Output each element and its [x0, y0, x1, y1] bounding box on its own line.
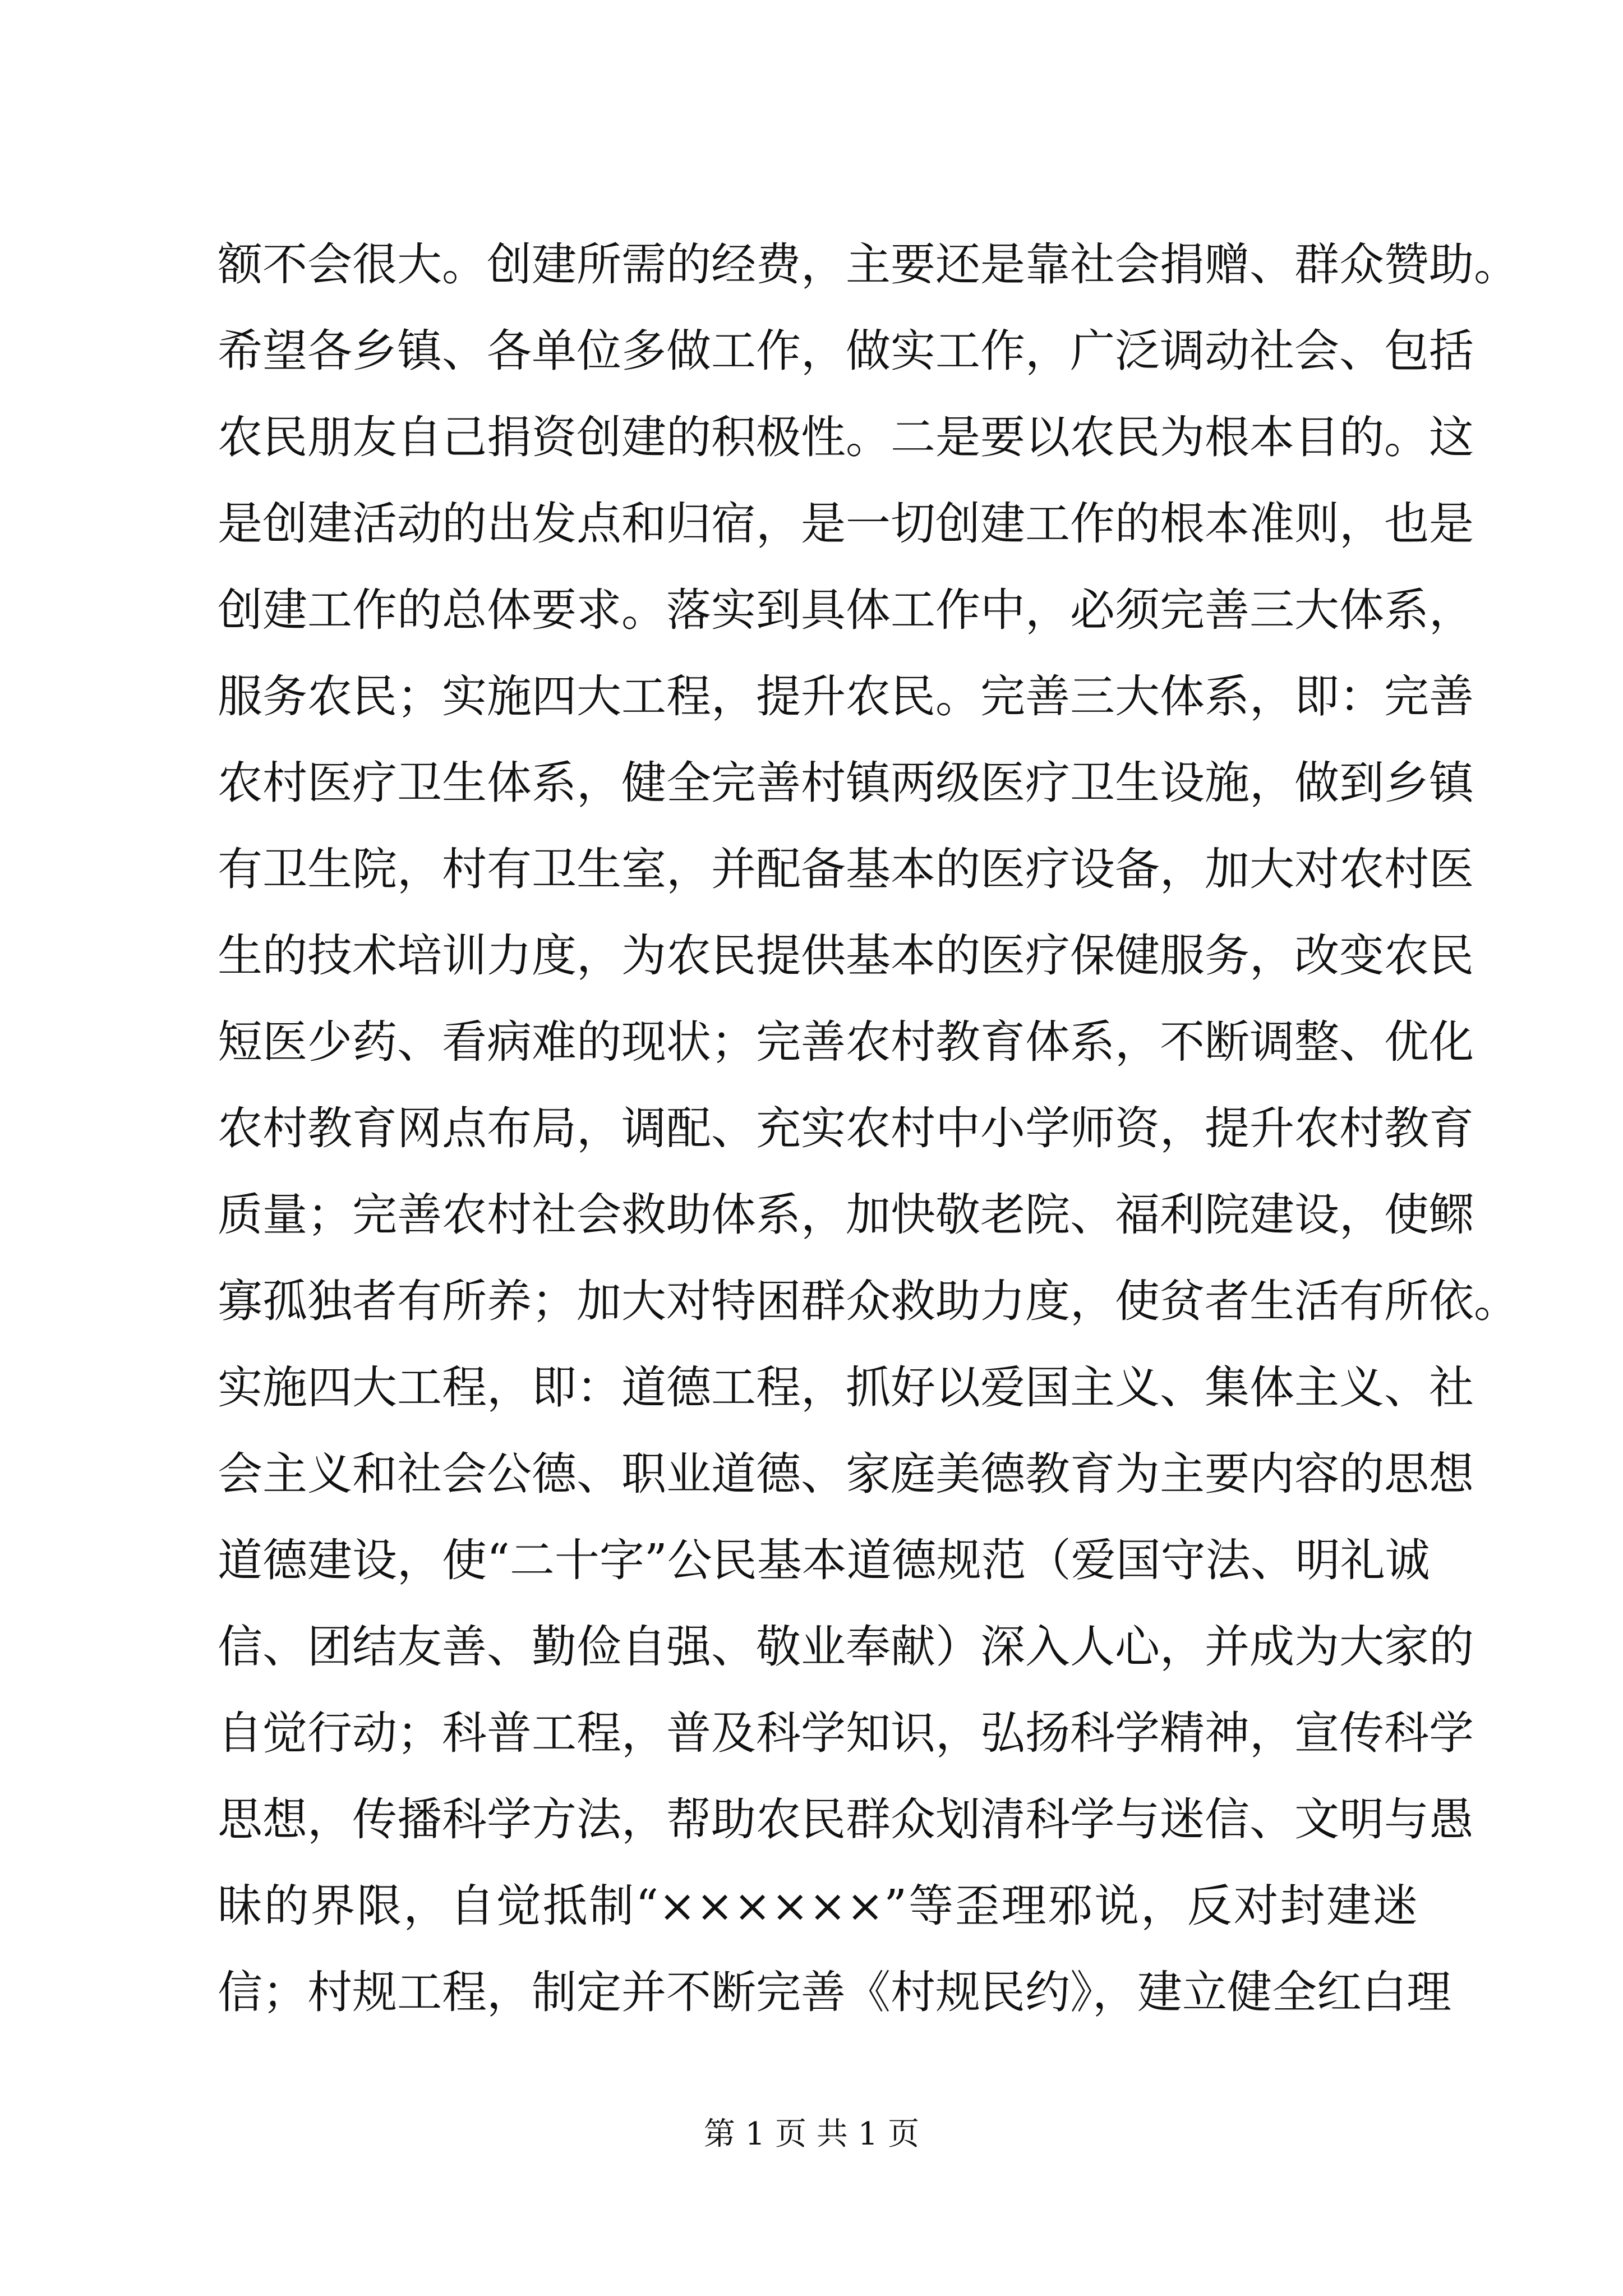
- page-footer: 第 1 页 共 1 页: [703, 2116, 920, 2152]
- text-line-9: 生的技术培训力度，为农民提供基本的医疗保健服务，改变农民: [218, 930, 1474, 982]
- text-line-8: 有卫生院，村有卫生室，并配备基本的医疗设备，加大对农村医: [218, 843, 1474, 895]
- text-line-16: 道德建设，使“二十字”公民基本道德规范（爱国守法、明礼诚: [218, 1534, 1430, 1586]
- text-line-15: 会主义和社会公德、职业道德、家庭美德教育为主要内容的思想: [218, 1448, 1474, 1500]
- text-line-20: 昧的界限，自觉抵制“××××××”等歪理邪说，反对封建迷: [218, 1880, 1418, 1932]
- text-line-17: 信、团结友善、勤俭自强、敬业奉献）深入人心，并成为大家的: [218, 1621, 1474, 1673]
- text-line-18: 自觉行动；科普工程，普及科学知识，弘扬科学精神，宣传科学: [218, 1707, 1474, 1759]
- text-line-10: 短医少药、看病难的现状；完善农村教育体系，不断调整、优化: [218, 1016, 1474, 1068]
- text-line-19: 思想，传播科学方法，帮助农民群众划清科学与迷信、文明与愚: [218, 1793, 1474, 1846]
- text-line-12: 质量；完善农村社会救助体系，加快敬老院、福利院建设，使鳏: [218, 1189, 1474, 1241]
- text-line-2: 希望各乡镇、各单位多做工作，做实工作，广泛调动社会、包括: [218, 325, 1474, 377]
- text-line-1: 额不会很大。创建所需的经费，主要还是靠社会捐赠、群众赞助。: [218, 238, 1519, 291]
- text-line-7: 农村医疗卫生体系，健全完善村镇两级医疗卫生设施，做到乡镇: [218, 757, 1474, 809]
- body-text: [218, 222, 1519, 2036]
- text-line-3: 农民朋友自己捐资创建的积极性。二是要以农民为根本目的。这: [218, 411, 1474, 463]
- text-line-5: 创建工作的总体要求。落实到具体工作中，必须完善三大体系，: [218, 584, 1474, 636]
- text-line-21: 信；村规工程，制定并不断完善《村规民约》，建立健全红白理: [218, 1966, 1451, 2018]
- text-line-11: 农村教育网点布局，调配、充实农村中小学师资，提升农村教育: [218, 1102, 1474, 1154]
- text-line-14: 实施四大工程，即：道德工程，抓好以爱国主义、集体主义、社: [218, 1361, 1474, 1414]
- text-line-4: 是创建活动的出发点和归宿，是一切创建工作的根本准则，也是: [218, 498, 1474, 550]
- text-line-6: 服务农民；实施四大工程，提升农民。完善三大体系，即：完善: [218, 670, 1474, 723]
- text-line-13: 寡孤独者有所养；加大对特困群众救助力度，使贫者生活有所依。: [218, 1275, 1519, 1327]
